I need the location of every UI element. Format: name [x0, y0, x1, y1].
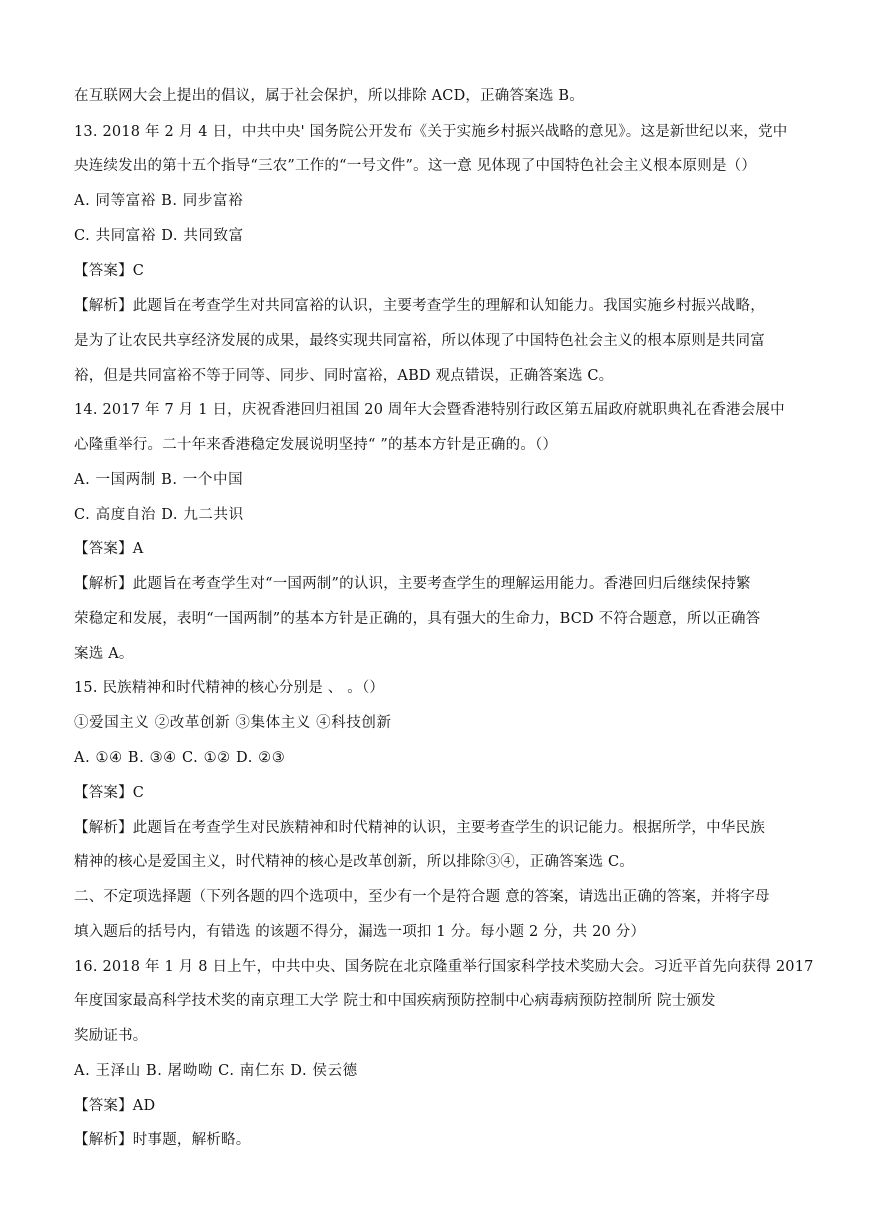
question-16-stem-cont: 年度国家最高科学技术奖的南京理工大学 院士和中国疾病预防控制中心病毒病预防控制所 院士颁发: [74, 993, 716, 1009]
question-15-options: A. ①④ B. ③④ C. ①② D. ②③: [74, 750, 286, 766]
question-13-options-ab: A. 同等富裕 B. 同步富裕: [74, 193, 244, 209]
question-15-analysis-cont: 精神的核心是爱国主义，时代精神的核心是改革创新，所以排除③④，正确答案选 C。: [74, 854, 635, 870]
question-14-stem-cont: 心隆重举行。二十年来香港稳定发展说明坚持“ ”的基本方针是正确的。（）: [74, 437, 558, 453]
question-14-analysis: 【解析】此题旨在考查学生对“一国两制”的认识，主要考查学生的理解运用能力。香港回归后继续保持繁: [74, 576, 751, 592]
question-14-options-ab: A. 一国两制 B. 一个中国: [74, 472, 244, 488]
question-16-stem: 16. 2018 年 1 月 8 日上午，中共中央、国务院在北京隆重举行国家科学技术奖励大会。习近平首先向获得 2017: [74, 959, 814, 975]
question-14-analysis-cont: 荣稳定和发展，表明“一国两制”的基本方针是正确的，具有强大的生命力，BCD 不符合题意，所以正确答: [74, 611, 761, 627]
question-14-analysis-cont: 案选 A。: [74, 646, 134, 662]
question-13-stem: 13. 2018 年 2 月 4 日，中共中央' 国务院公开发布《关于实施乡村振兴战略的意见》。这是新世纪以来，党中: [74, 124, 788, 140]
question-13-answer: 【答案】C: [74, 263, 145, 279]
question-15-stem: 15. 民族精神和时代精神的核心分别是 、 。（）: [74, 680, 385, 696]
question-15-statements: ①爱国主义 ②改革创新 ③集体主义 ④科技创新: [74, 715, 392, 731]
question-14-answer: 【答案】A: [74, 541, 144, 557]
question-16-analysis: 【解析】时事题，解析略。: [74, 1132, 251, 1148]
section-heading-cont: 填入题后的括号内，有错选 的该题不得分，漏选一项扣 1 分。每小题 2 分，共 20 分）: [74, 924, 646, 940]
text-line: 在互联网大会上提出的倡议，属于社会保护，所以排除 ACD，正确答案选 B。: [74, 88, 584, 104]
question-13-options-cd: C. 共同富裕 D. 共同致富: [74, 228, 244, 244]
question-16-answer: 【答案】AD: [74, 1098, 156, 1114]
question-16-options: A. 王泽山 B. 屠呦呦 C. 南仁东 D. 侯云德: [74, 1063, 358, 1079]
question-15-analysis: 【解析】此题旨在考查学生对民族精神和时代精神的认识，主要考查学生的识记能力。根据所学，中华民族: [74, 820, 765, 836]
question-13-analysis-cont: 是为了让农民共享经济发展的成果，最终实现共同富裕，所以体现了中国特色社会主义的根本原则是共同富: [74, 333, 765, 349]
question-13-stem-cont: 央连续发出的第十五个指导“三农”工作的“一号文件”。这一意 见体现了中国特色社会主义根本原则是（）: [74, 158, 757, 174]
question-15-answer: 【答案】C: [74, 785, 145, 801]
question-14-options-cd: C. 高度自治 D. 九二共识: [74, 507, 244, 523]
question-16-stem-cont: 奖励证书。: [74, 1028, 148, 1044]
section-heading: 二、不定项选择题（下列各题的四个选项中，至少有一个是符合题 意的答案，请选出正确的答案，并将字母: [74, 889, 770, 905]
question-14-stem: 14. 2017 年 7 月 1 日，庆祝香港回归祖国 20 周年大会暨香港特别行政区第五届政府就职典礼在香港会展中: [74, 402, 785, 418]
question-13-analysis: 【解析】此题旨在考查学生对共同富裕的认识，主要考查学生的理解和认知能力。我国实施乡村振兴战略，: [74, 298, 765, 314]
question-13-analysis-cont: 裕，但是共同富裕不等于同等、同步、同时富裕，ABD 观点错误，正确答案选 C。: [74, 368, 614, 384]
